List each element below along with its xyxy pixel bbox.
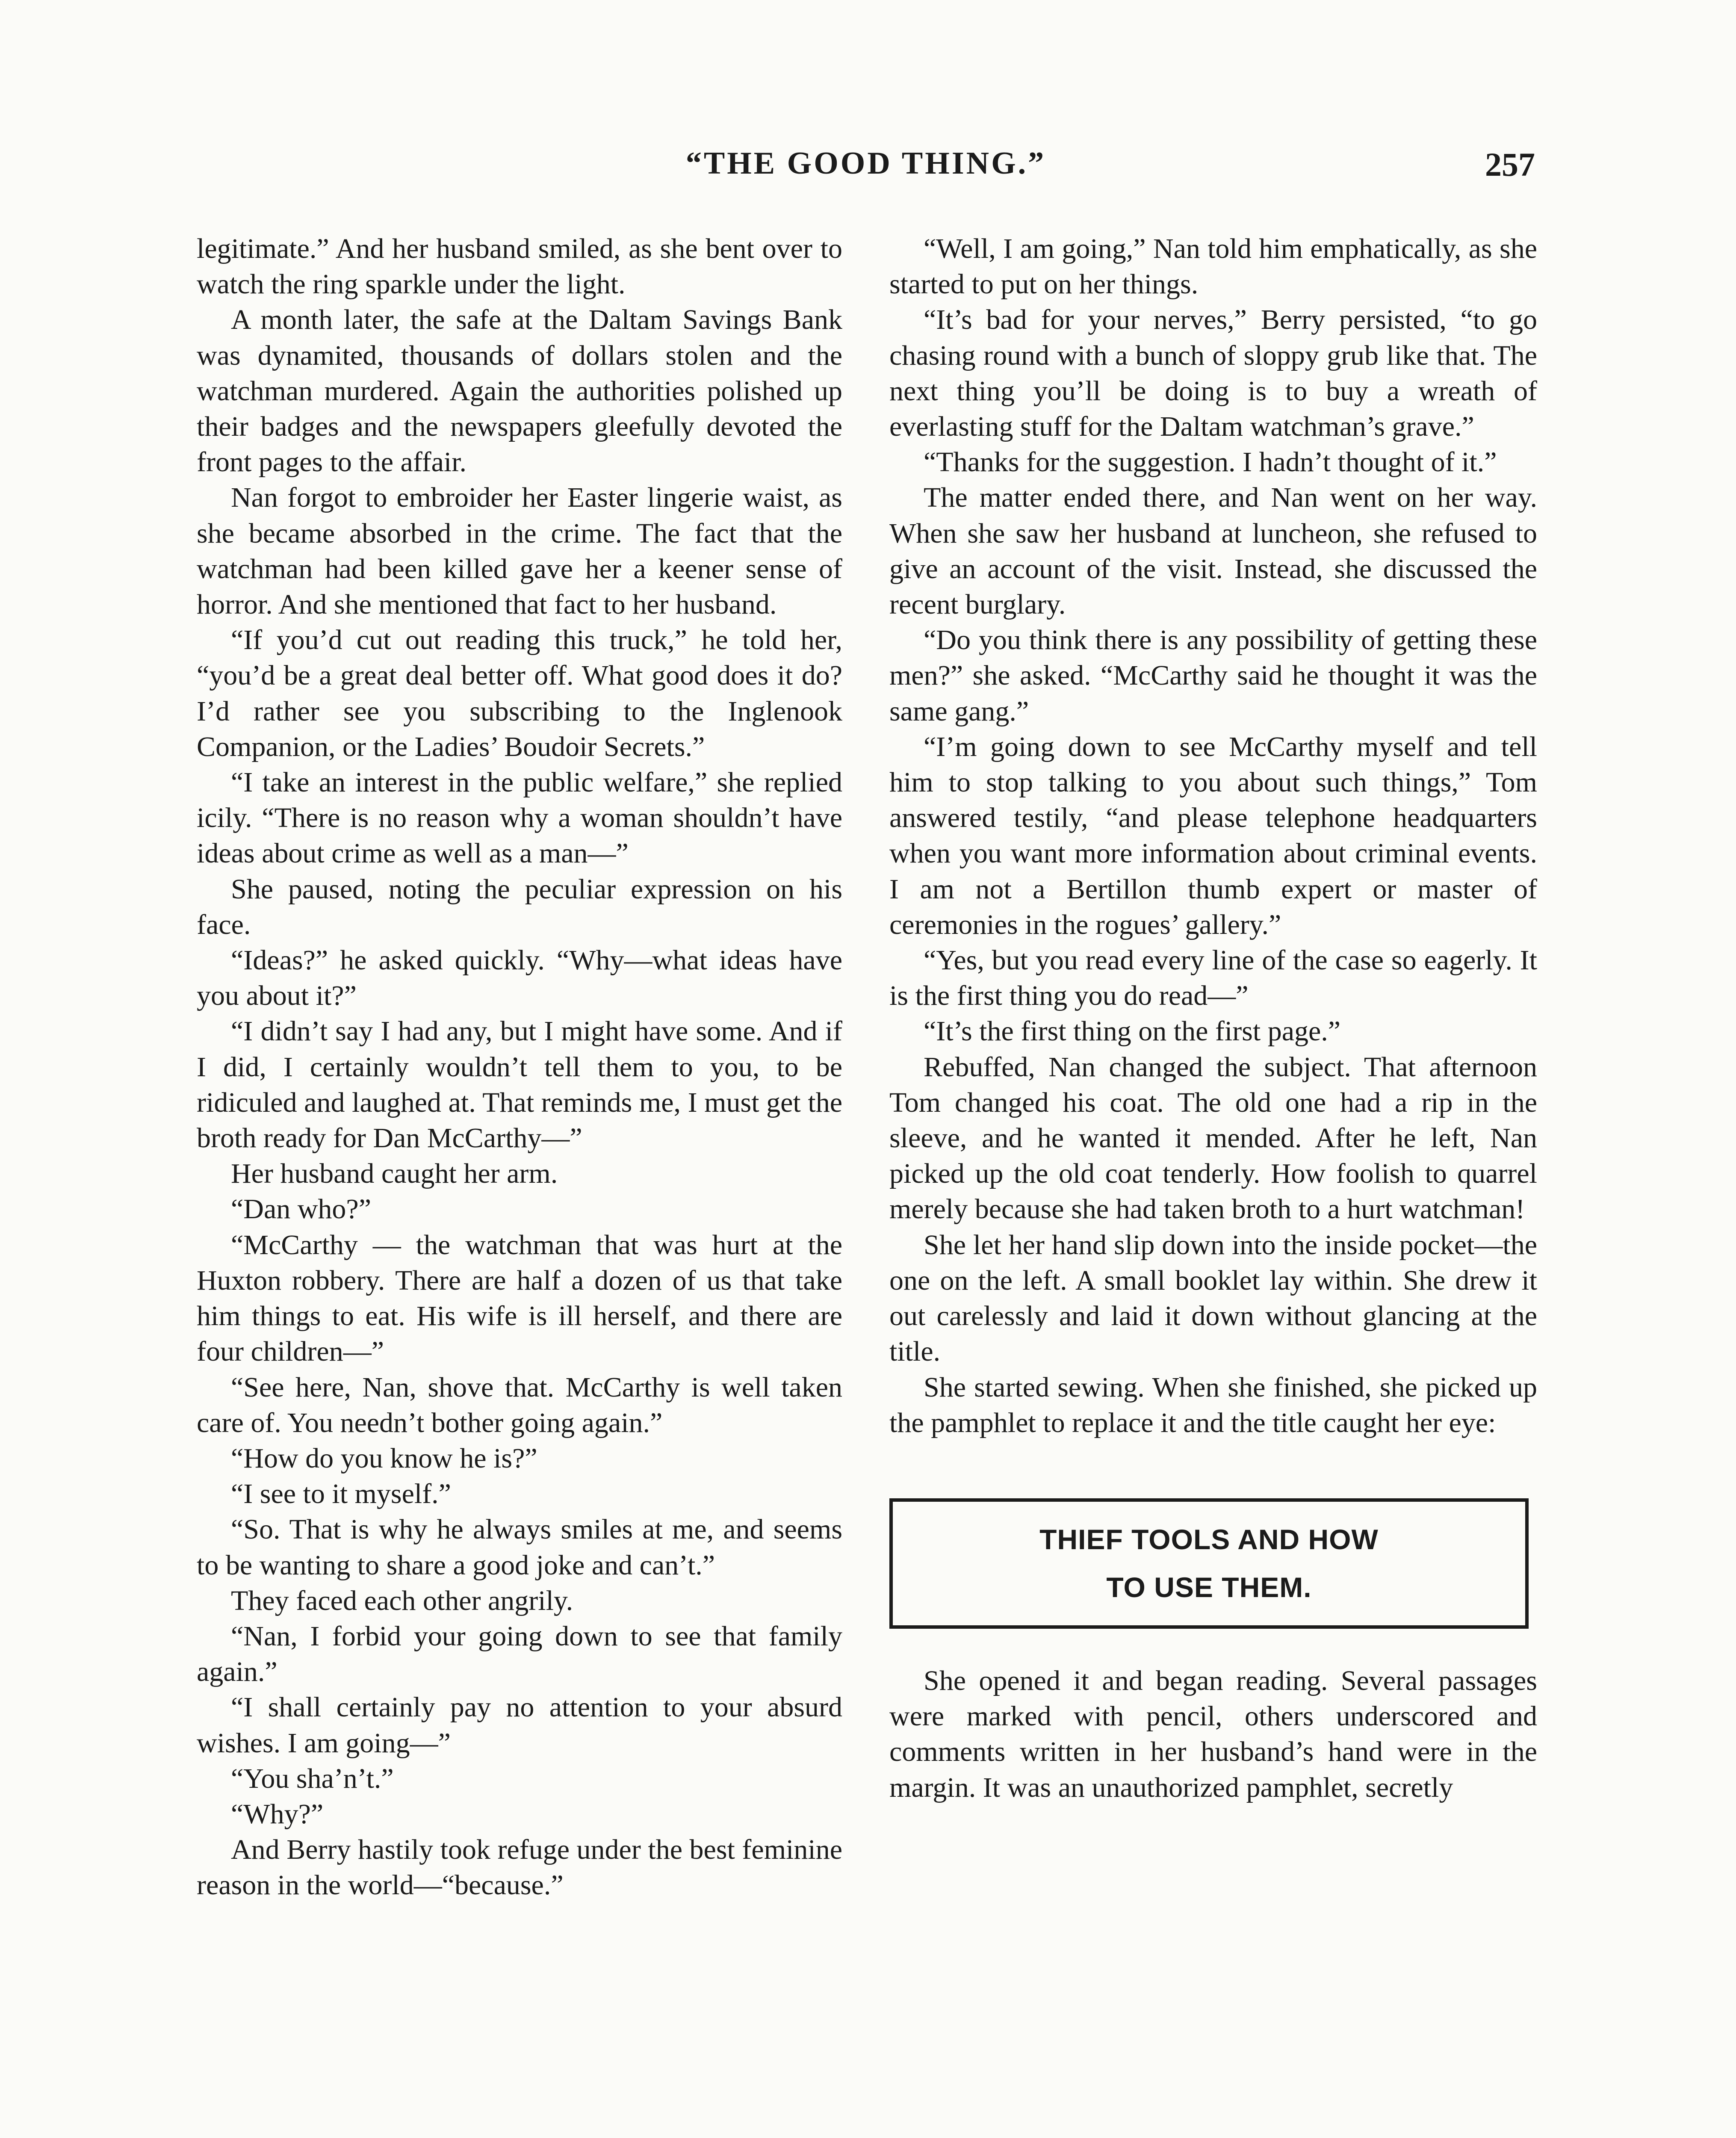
paragraph: “You sha’n’t.” (231, 1763, 394, 1794)
pamphlet-title-line-1: THIEF TOOLS AND HOW (1039, 1524, 1379, 1556)
paragraph: And Berry hastily took refuge under the best feminine reason in the world—“because.” (197, 1834, 842, 1901)
paragraph: “Nan, I forbid your going down to see that family again.” (197, 1620, 842, 1688)
paragraph: “I shall certainly pay no attention to your absurd wishes. I am going—” (197, 1692, 842, 1759)
paragraph: “I see to it myself.” (231, 1478, 451, 1510)
paragraph: legitimate.” And her husband smiled, as she bent over to watch the ring sparkle under the light. (197, 233, 842, 300)
paragraph: “I’m going down to see McCarthy myself and tell him to stop talking to you about such things,” Tom answered testily, “and please telephone headquarters when you want more information about criminal events. I am not a Bertillon thumb expert or master of ceremonies in the rogues’ gallery.” (889, 731, 1537, 940)
paragraph: A month later, the safe at the Daltam Savings Bank was dynamited, thousands of dollars stolen and the watchman murdered. Again the authorities polished up their badges and the newspapers gleefully devoted the front pages to the affair. (197, 304, 842, 478)
right-column (889, 231, 1537, 1805)
paragraph: “Dan who?” (231, 1193, 372, 1225)
paragraph: “Do you think there is any possibility of getting these men?” she asked. “McCarthy said he thought it was the same gang.” (889, 624, 1537, 727)
paragraph: “I take an interest in the public welfare,” she replied icily. “There is no reason why a woman shouldn’t have ideas about crime as well as a man—” (197, 767, 842, 869)
pamphlet-title-line-2: TO USE THEM. (1106, 1571, 1312, 1604)
left-column (197, 231, 842, 1903)
paragraph: Her husband caught her arm. (231, 1158, 558, 1190)
paragraph: She started sewing. When she finished, she picked up the pamphlet to replace it and the title caught her eye: (889, 1371, 1537, 1438)
paragraph: “Thanks for the suggestion. I hadn’t thought of it.” (924, 446, 1497, 478)
paragraph: She paused, noting the peculiar expression on his face. (197, 873, 842, 940)
paragraph: “McCarthy — the watchman that was hurt at the Huxton robbery. There are half a dozen of us that take him things to eat. His wife is ill herself, and there are four children—” (197, 1229, 842, 1367)
paragraph: She opened it and began reading. Several passages were marked with pencil, others underscored and comments written in her husband’s hand were in the margin. It was an unauthorized pamphlet, secretly (889, 1665, 1537, 1803)
paragraph: “It’s the first thing on the first page.” (924, 1016, 1341, 1047)
paragraph: “If you’d cut out reading this truck,” he told her, “you’d be a great deal better off. What good does it do? I’d rather see you subscribing to the Inglenook Companion, or the Ladies’ Boudoir Secrets.” (197, 624, 842, 762)
paragraph: “See here, Nan, shove that. McCarthy is well taken care of. You needn’t bother going again.” (197, 1371, 842, 1438)
paragraph: “So. That is why he always smiles at me, and seems to be wanting to share a good joke and can’t.” (197, 1514, 842, 1581)
paragraph: “It’s bad for your nerves,” Berry persisted, “to go chasing round with a bunch of sloppy grub like that. The next thing you’ll be doing is to buy a wreath of everlasting stuff for the Daltam watchman’s grave.” (889, 304, 1537, 443)
page-header (197, 141, 1535, 192)
paragraph: “Why?” (231, 1798, 324, 1830)
running-head: “THE GOOD THING.” (685, 146, 1046, 181)
pamphlet-title-box (889, 1498, 1529, 1629)
paragraph: They faced each other angrily. (231, 1585, 573, 1616)
paragraph: “Yes, but you read every line of the case so eagerly. It is the first thing you do read—” (889, 945, 1537, 1012)
paragraph: “Well, I am going,” Nan told him emphatically, as she started to put on her things. (889, 233, 1537, 300)
paragraph: The matter ended there, and Nan went on her way. When she saw her husband at luncheon, she refused to give an account of the visit. Instead, she discussed the recent burglary. (889, 482, 1537, 620)
paragraph: “Ideas?” he asked quickly. “Why—what ideas have you about it?” (197, 945, 842, 1012)
paragraph: She let her hand slip down into the inside pocket—the one on the left. A small booklet lay within. She drew it out carelessly and laid it down without glancing at the title. (889, 1229, 1537, 1367)
paragraph: Nan forgot to embroider her Easter lingerie waist, as she became absorbed in the crime. The fact that the watchman had been killed gave her a keener sense of horror. And she mentioned that fact to her husband. (197, 482, 842, 620)
paragraph: “How do you know he is?” (231, 1442, 537, 1474)
paragraph: “I didn’t say I had any, but I might have some. And if I did, I certainly wouldn’t tell them to you, to be ridiculed and laughed at. That reminds me, I must get the broth ready for Dan McCarthy—” (197, 1016, 842, 1154)
title-box-area (889, 1441, 1537, 1663)
paragraph: Rebuffed, Nan changed the subject. That afternoon Tom changed his coat. The old one had a rip in the sleeve, and he wanted it mended. After he left, Nan picked up the old coat tenderly. How foolish to quarrel merely because she had taken broth to a hurt watchman! (889, 1051, 1537, 1225)
page-number: 257 (1485, 146, 1535, 183)
